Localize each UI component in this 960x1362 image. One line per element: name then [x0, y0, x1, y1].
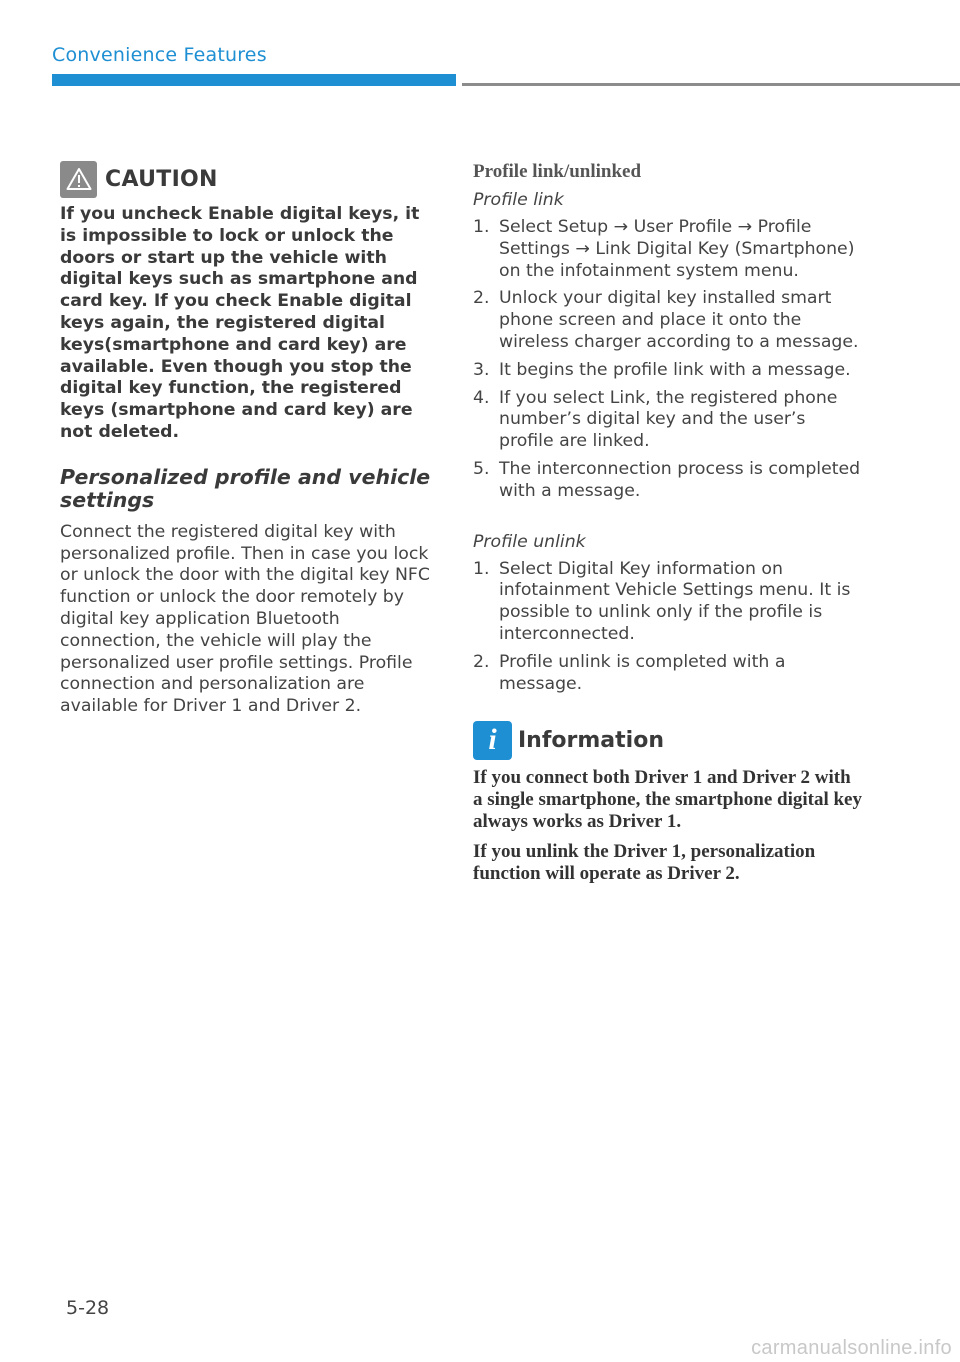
list-item: 1. Select Setup → User Profile → Profile Settings → Link Digital Key (Smartphone) on the infotainment system menu. — [473, 217, 855, 281]
left-column — [60, 160, 438, 718]
page-number: 5-28 — [66, 1297, 110, 1319]
section-title: Convenience Features — [52, 44, 267, 66]
profile-link-heading: Profile link — [473, 190, 564, 210]
profile-link-steps — [473, 217, 863, 503]
profile-link-section-heading: Profile link/unlinked — [473, 161, 642, 182]
personalized-body: Connect the registered digital key with personalized profile. Then in case you lock or unlock the door with the digital key NFC function or unlock the door remotely by digital key application Bluetooth connection, the vehicle will play the personalized user profile settings. Profile connection and personalization are available for Driver 1 and Driver 2. — [60, 521, 430, 717]
warning-icon — [60, 161, 97, 198]
list-item: 2. Unlock your digital key installed smart phone screen and place it onto the wireless charger according to a message. — [473, 288, 859, 352]
header-rule-accent — [52, 74, 456, 86]
right-column — [473, 160, 863, 885]
list-item: 2. Profile unlink is completed with a message. — [473, 651, 786, 694]
watermark: carmanualsonline.info — [751, 1337, 952, 1359]
caution-title: CAUTION — [105, 166, 218, 192]
profile-unlink-heading: Profile unlink — [473, 531, 586, 552]
personalized-heading: Personalized profile and vehicle settings — [60, 464, 431, 512]
list-item: 3. It begins the profile link with a message. — [473, 359, 851, 380]
header-rule — [462, 83, 960, 86]
caution-text: If you uncheck Enable digital keys, it is impossible to lock or unlock the doors or start up the vehicle with digital keys such as smartphone and card key. If you check Enable digital keys again, the registered digital keys(smartphone and card key) are available. Even though you stop the digital key function, the registered keys (smartphone and card key) are not deleted. — [60, 204, 420, 442]
information-header — [473, 721, 863, 759]
information-text-1: If you connect both Driver 1 and Driver 2 with a single smartphone, the smartphone digital key always works as Driver 1. — [473, 767, 862, 833]
list-item: 4. If you select Link, the registered phone number’s digital key and the user’s profile are linked. — [473, 387, 838, 452]
information-title: Information — [518, 727, 664, 753]
profile-unlink-steps — [473, 559, 863, 696]
information-text-2: If you unlink the Driver 1, personalization function will operate as Driver 2. — [473, 841, 816, 885]
caution-header — [60, 160, 438, 198]
list-item: 5. The interconnection process is completed with a message. — [473, 458, 861, 501]
info-icon: i — [473, 721, 512, 760]
list-item: 1. Select Digital Key information on infotainment Vehicle Settings menu. It is possible to unlink only if the profile is interconnected. — [473, 558, 851, 644]
